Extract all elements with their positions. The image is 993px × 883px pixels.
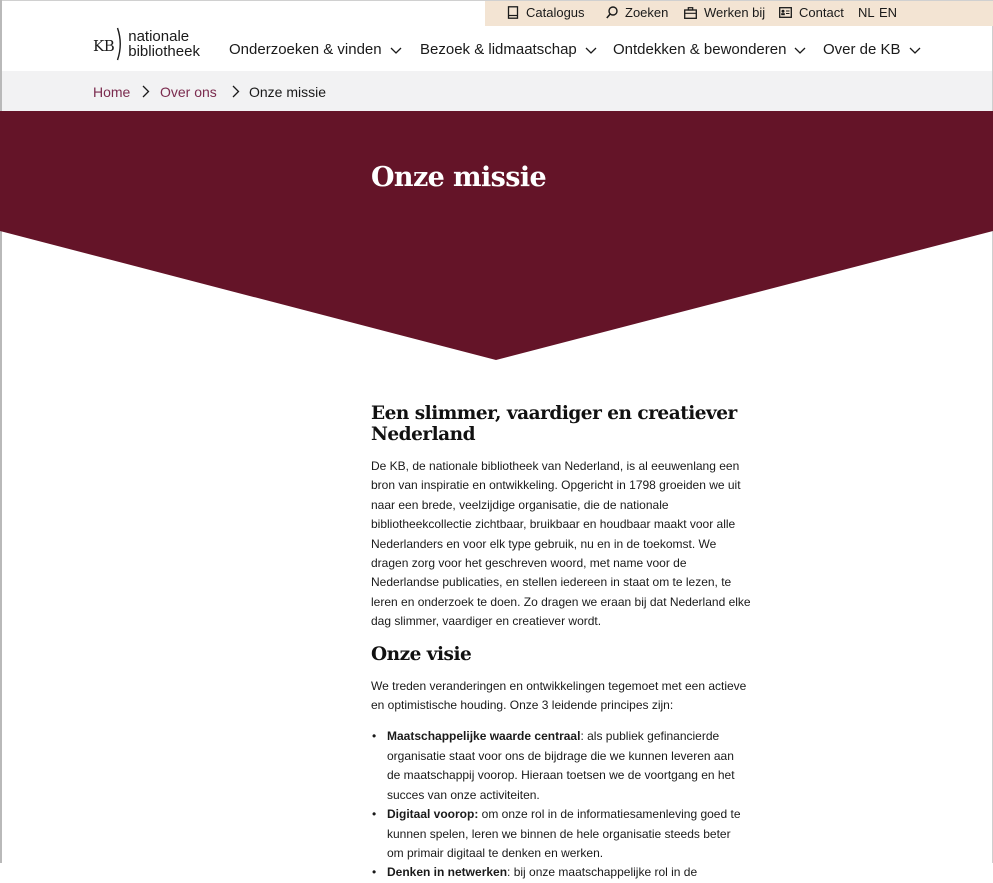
utility-werken-bij-label: Werken bij [704,5,766,20]
nav-over-de-kb[interactable] [823,41,921,58]
breadcrumb-home-link[interactable]: Home [93,84,131,100]
principle-text: om onze rol in de informatiesamenleving goed te kunnen spelen, leren we binnen de hele organisatie steeds beter om primair digitaal te denken en werken. [387,807,741,860]
nav-ontdekken-bewonderen[interactable] [613,41,806,58]
section-heading-mission: Een slimmer, vaardiger en creatiever Nederland [371,403,737,445]
principle-text: : bij onze maatschappelijke rol in de [507,865,698,880]
logo-line-1: nationale [128,28,190,45]
principle-text: : als publiek gefinancierde organisatie staat voor ons de bijdrage die we kunnen leveren aan de maatschappij voorop. Hieraan toetsen we de voortgang en het succes van onze activiteiten. [387,729,735,802]
utility-zoeken-link[interactable] [606,5,668,20]
principle-title: Denken in netwerken [387,865,508,880]
list-item [371,863,747,882]
utility-catalogus-label: Catalogus [526,5,585,20]
briefcase-icon [684,7,697,19]
chevron-down-icon [794,47,806,55]
nav-bezoek-lidmaatschap[interactable] [420,41,597,58]
section-heading-vision: Onze visie [371,643,472,665]
utility-zoeken-label: Zoeken [625,5,669,20]
principle-title: Digitaal voorop: [387,807,479,822]
chevron-right-icon [142,85,150,98]
chevron-down-icon [390,47,402,55]
breadcrumb-current: Onze missie [249,84,327,100]
nav-item-label: Onderzoeken & vinden [229,41,382,58]
main-content [371,403,761,883]
chevron-down-icon [909,47,921,55]
search-icon [606,6,618,19]
hero-banner [0,111,993,361]
utility-werken-bij-link[interactable] [684,5,765,20]
language-nl-link[interactable]: NL [858,5,875,20]
logo-bracket-icon [116,27,124,61]
principles-list [371,727,747,882]
list-item [371,805,747,863]
chevron-right-icon [232,85,240,98]
list-item [371,727,747,805]
kb-logo[interactable] [93,27,200,61]
utility-contact-label: Contact [799,5,844,20]
breadcrumb [2,71,992,111]
nav-item-label: Bezoek & lidmaatschap [420,41,577,58]
nav-onderzoeken-vinden[interactable] [229,41,402,58]
logo-mark: KB [93,37,115,55]
utility-bar [485,1,993,26]
contact-card-icon [779,7,792,18]
page-title: Onze missie [371,162,547,193]
mission-paragraph: De KB, de nationale bibliotheek van Nederland, is al eeuwenlang een bron van inspiratie en ontwikkeling. Opgericht in 1798 groeiden we uit naar een brede, veelzijdige organisatie, die de nationale bibliotheekcollectie zichtbaar, bruikbaar en houdbaar maakt voor alle Nederlanders en voor elk type gebruik, nu en in de toekomst. We dragen zorg voor het geschreven woord, met name voor de Nederlandse publicaties, en stellen iedereen in staat om te lezen, te leren en onderzoek te doen. Zo dragen we eraan bij dat Nederland elke dag slimmer, vaardiger en creatiever wordt. [371,459,751,629]
chevron-down-icon [585,47,597,55]
utility-contact-link[interactable] [779,5,844,20]
nav-item-label: Ontdekken & bewonderen [613,41,787,58]
utility-catalogus-link[interactable] [507,5,585,20]
language-en-link[interactable]: EN [879,5,898,20]
breadcrumb-over-ons-link[interactable]: Over ons [160,84,217,100]
book-icon [507,6,519,19]
vision-paragraph: We treden veranderingen en ontwikkelingen tegemoet met een actieve en optimistische houding. Onze 3 leidende principes zijn: [371,678,747,713]
principle-title: Maatschappelijke waarde centraal [387,729,581,744]
logo-line-2: bibliotheek [128,43,200,60]
nav-item-label: Over de KB [823,41,901,58]
